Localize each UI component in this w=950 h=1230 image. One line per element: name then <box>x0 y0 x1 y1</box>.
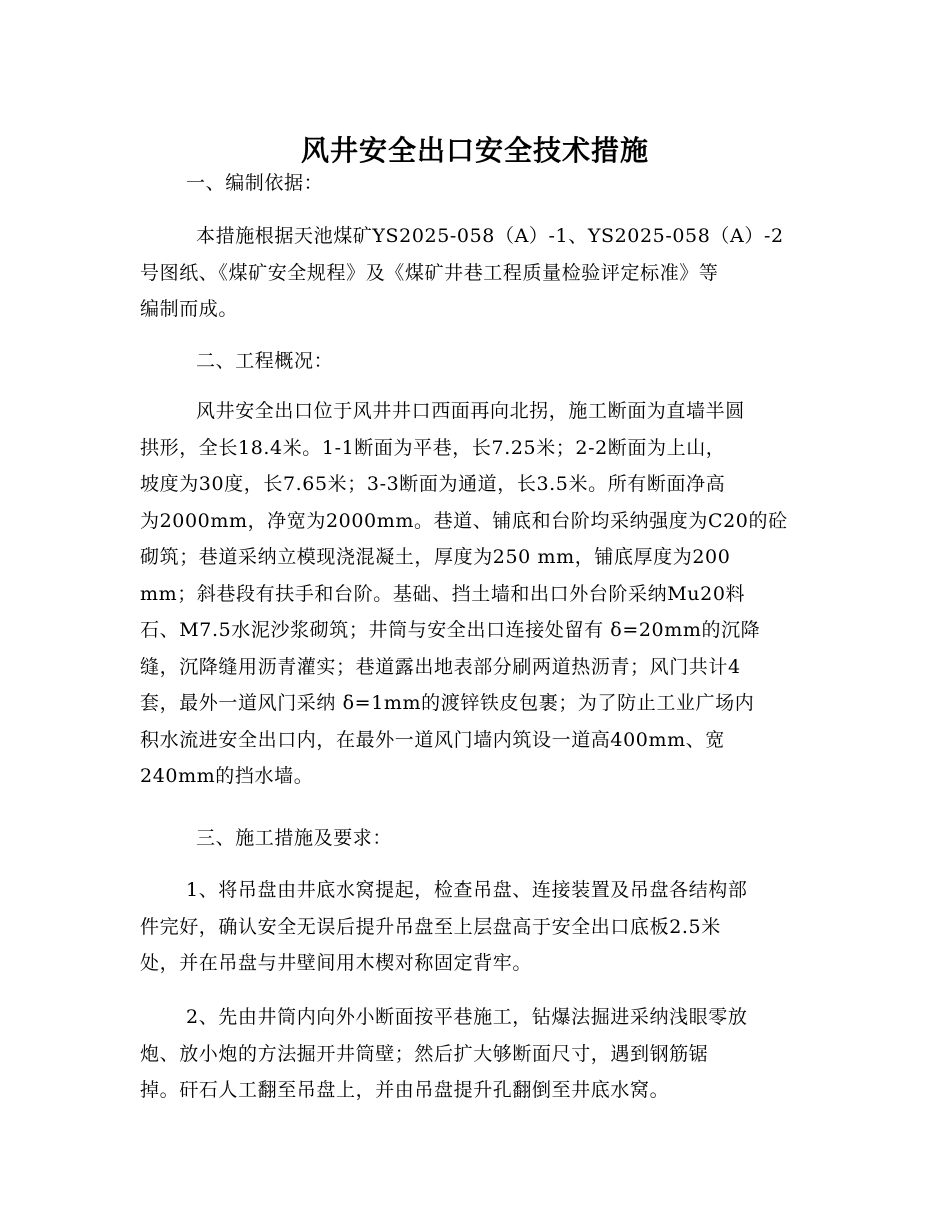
paragraph-line: 套，最外一道风门采纳 δ=1mm的渡锌铁皮包裹；为了防止工业广场内 <box>140 692 755 714</box>
paragraph-line: 2、先由井筒内向外小断面按平巷施工，钻爆法掘进采纳浅眼零放 <box>186 1006 748 1028</box>
paragraph-line: 处，并在吊盘与井壁间用木楔对称固定背牢。 <box>140 952 533 974</box>
paragraph-line: mm；斜巷段有扶手和台阶。基础、挡土墙和出口外台阶采纳Mu20料 <box>140 582 746 605</box>
paragraph-line: 掉。矸石人工翻至吊盘上，并由吊盘提升孔翻倒至井底水窝。 <box>140 1079 670 1101</box>
paragraph-line: 坡度为30度，长7.65米；3-3断面为通道，长3.5米。所有断面净高 <box>140 473 726 495</box>
paragraph-line: 240mm的挡水墙。 <box>140 765 314 787</box>
list-item <box>140 872 812 982</box>
paragraph-line: 件完好，确认安全无误后提升吊盘至上层盘高于安全出口底板2.5米 <box>140 915 721 938</box>
section-heading-overview: 二、工程概况： <box>196 350 334 372</box>
paragraph-line: 砌筑；巷道采纳立模现浇混凝土，厚度为250 mm，铺底厚度为200 <box>140 546 731 568</box>
paragraph-line: 拱形，全长18.4米。1-1断面为平巷，长7.25米；2-2断面为上山， <box>140 436 726 459</box>
paragraph-line: 1、将吊盘由井底水窝提起，检查吊盘、连接装置及吊盘各结构部 <box>186 879 748 901</box>
paragraph-line: 积水流进安全出口内，在最外一道风门墙内筑设一道高400mm、宽 <box>140 728 725 751</box>
paragraph-overview <box>140 393 812 795</box>
paragraph-line: 编制而成。 <box>140 298 239 320</box>
document-title: 风井安全出口安全技术措施 <box>300 133 649 167</box>
paragraph-line: 风井安全出口位于风井井口西面再向北拐，施工断面为直墙半圆 <box>196 400 745 422</box>
paragraph-line: 缝，沉降缝用沥青灌实；巷道露出地表部分刷两道热沥青；风门共计4 <box>140 655 741 678</box>
paragraph-line: 炮、放小炮的方法掘开井筒壁；然后扩大够断面尺寸，遇到钢筋锯 <box>140 1042 709 1065</box>
section-heading-basis: 一、编制依据： <box>186 172 324 194</box>
list-item <box>140 999 812 1109</box>
paragraph-line: 为2000mm，净宽为2000mm。巷道、铺底和台阶均采纳强度为C20的砼 <box>140 509 788 532</box>
paragraph-line: 号图纸、《煤矿安全规程》及《煤矿井巷工程质量检验评定标准》等 <box>140 261 719 284</box>
paragraph-line: 本措施根据天池煤矿YS2025-058（A）-1、YS2025-058（A）-2 <box>196 225 784 247</box>
paragraph-line: 石、M7.5水泥沙浆砌筑；井筒与安全出口连接处留有 δ=20mm的沉降 <box>140 619 761 641</box>
paragraph-basis <box>140 218 812 328</box>
section-heading-measures: 三、施工措施及要求： <box>196 827 393 849</box>
